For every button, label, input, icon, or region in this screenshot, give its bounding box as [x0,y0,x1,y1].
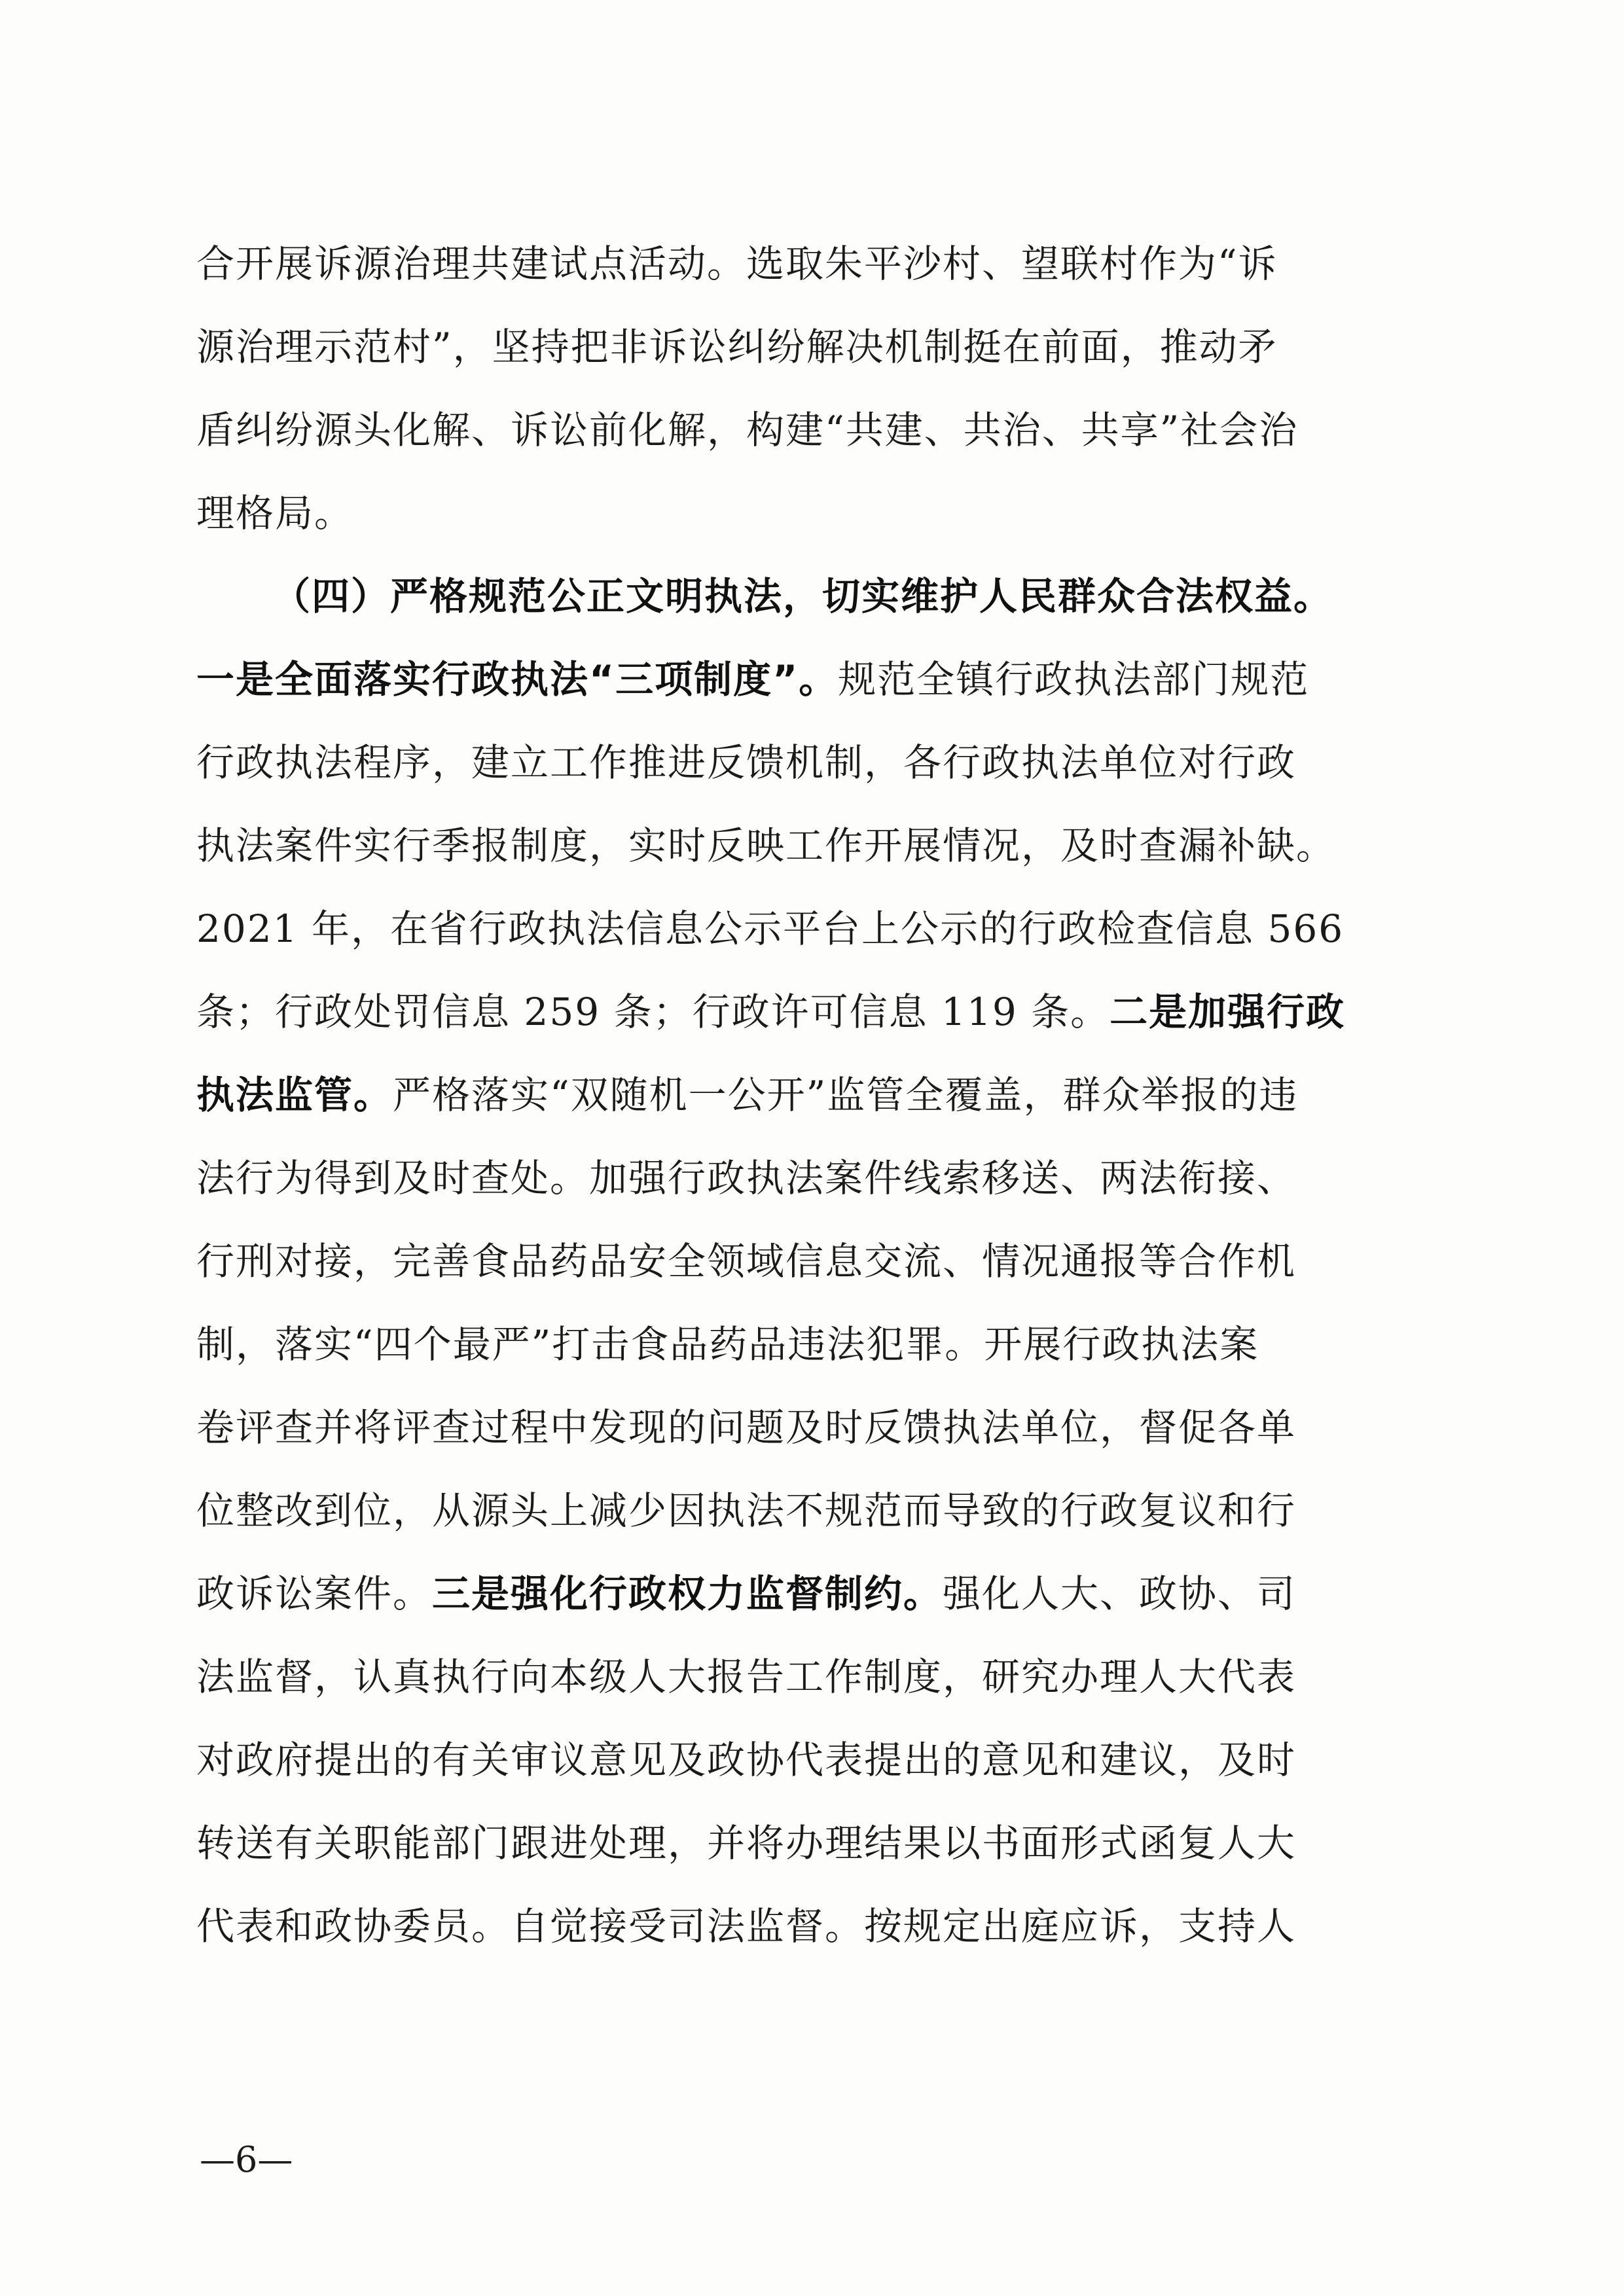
text-line: 盾纠纷源头化解、诉讼前化解，构建“共建、共治、共享”社会治 [196,408,1299,452]
text-line [196,1552,1414,1636]
text-line: 位整改到位，从源头上减少因执法不规范而导致的行政复议和行 [196,1488,1297,1533]
item-3-text: 强化人大、政协、司 [943,1571,1297,1616]
text-line: 代表和政协委员。自觉接受司法监督。按规定出庭应诉，支持人 [196,1904,1297,1948]
item-1-text: 规范全镇行政执法部门规范 [838,657,1310,702]
text-line: 行刑对接，完善食品药品安全领域信息交流、情况通报等合作机 [196,1239,1297,1283]
item-2-heading-part1: 二是加强行政 [1110,990,1346,1034]
text-line [196,1054,1414,1137]
body-text [196,223,1414,1968]
section-4-heading: （四）严格规范公正文明执法，切实维护人民群众合法权益。 [272,574,1333,619]
text-line [196,638,1414,721]
item-2-last-text: 政诉讼案件。 [196,1571,433,1616]
text-line: 源治理示范村”，坚持把非诉讼纠纷解决机制挺在前面，推动矛 [196,325,1278,369]
section-heading-line [196,555,1414,638]
item-1-last-text: 条；行政处罚信息 259 条；行政许可信息 119 条。 [196,990,1110,1034]
text-line: 制，落实“四个最严”打击食品药品违法犯罪。开展行政执法案 [196,1322,1259,1367]
text-line: 行政执法程序，建立工作推进反馈机制，各行政执法单位对行政 [196,740,1297,785]
text-line: 法行为得到及时查处。加强行政执法案件线索移送、两法衔接、 [196,1156,1297,1200]
page-number: —6— [200,2139,293,2180]
item-2-text: 严格落实“双随机一公开”监管全覆盖，群众举报的违 [393,1073,1299,1117]
text-line: 2021 年，在省行政执法信息公示平台上公示的行政检查信息 566 [196,906,1344,951]
text-line: 理格局。 [196,491,354,535]
text-line: 对政府提出的有关审议意见及政协代表提出的意见和建议，及时 [196,1738,1297,1782]
item-2-heading-part2: 执法监管。 [196,1073,393,1117]
item-1-heading: 一是全面落实行政执法“三项制度”。 [196,657,839,702]
text-line: 执法案件实行季报制度，实时反映工作开展情况，及时查漏补缺。 [196,823,1336,868]
text-line [196,971,1414,1054]
text-line: 合开展诉源治理共建试点活动。选取朱平沙村、望联村作为“诉 [196,242,1278,286]
text-line: 卷评查并将评查过程中发现的问题及时反馈执法单位，督促各单 [196,1405,1297,1450]
text-line: 转送有关职能部门跟进处理，并将办理结果以书面形式函复人大 [196,1821,1297,1865]
text-line: 法监督，认真执行向本级人大报告工作制度，研究办理人大代表 [196,1655,1297,1699]
item-3-heading: 三是强化行政权力监督制约。 [432,1571,943,1616]
